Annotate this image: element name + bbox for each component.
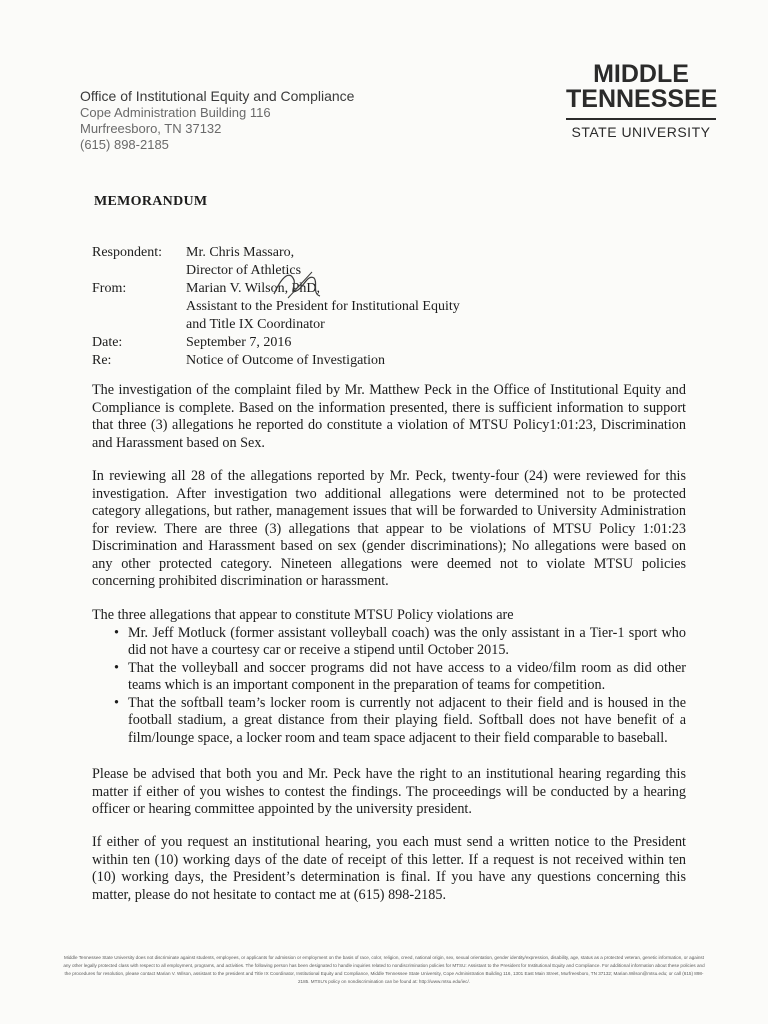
logo-rule (566, 118, 716, 120)
paragraph-investigation-complete (92, 382, 686, 452)
from-title-line2: and Title IX Coordinator (186, 317, 325, 332)
re-value: Notice of Outcome of Investigation (186, 353, 386, 368)
bullet-icon: • (114, 694, 119, 711)
paragraph-text: If either of you request an institutional hearing, you each must send a written notice to the President within ten (10) working days of the date of receipt of this letter. If a request is not received within ten (10) working days, the President’s determination is final. If you have any questions concerning this matter, please do not hesitate to contact me at (615) 898-2185. (92, 834, 686, 903)
logo-line-tennessee: TENNESSEE (566, 85, 718, 113)
phone-line: (615) 898-2185 (80, 137, 169, 152)
office-name: Office of Institutional Equity and Compliance (80, 88, 355, 104)
signature-initials (268, 266, 324, 302)
memo-title: MEMORANDUM (94, 194, 208, 209)
violations-list (92, 625, 686, 748)
paragraph-text: Please be advised that both you and Mr. Peck have the right to an institutional hearing regarding this matter if either of you wishes to contest the findings. The proceedings will be conducted by a hearing officer or hearing committee appointed by the university president. (92, 766, 686, 817)
from-label: From: (92, 281, 127, 296)
bullet-text: That the softball team’s locker room is currently not adjacent to their field and is housed in the football stadium, a great distance from their playing field. Softball does not have benefit of a film/lounge space, a locker room and team space adjacent to their field comparable to baseball. (128, 694, 686, 746)
violations-section (92, 607, 686, 747)
paragraph-text: In reviewing all 28 of the allegations reported by Mr. Peck, twenty-four (24) were reviewed for this investigation. After investigation two additional allegations were determined not to be protected category allegations, but rather, management issues that will be forwarded to University Administration for review. There are three (3) allegations that appear to be violations of MTSU Policy 1:01:23 Discrimination and Harassment based on sex (gender discriminations); No allegations were based on any other protected category. Nineteen allegations were deemed not to violate MTSU policies concerning prohibited discrimination or harassment. (92, 468, 686, 589)
date-value: September 7, 2016 (186, 335, 292, 350)
bullet-text: That the volleyball and soccer programs did not have access to a video/film room as did other teams which is an important component in the preparation of teams for competition. (128, 659, 686, 693)
respondent-name: Mr. Chris Massaro, (186, 245, 295, 260)
university-logo (566, 62, 716, 140)
paragraph-allegations-review (92, 468, 686, 591)
address-line: Cope Administration Building 116 (80, 105, 271, 120)
from-name: Marian V. Wilson, PhD, (186, 281, 321, 296)
list-item (92, 625, 686, 660)
respondent-label: Respondent: (92, 245, 162, 260)
list-item (92, 660, 686, 695)
bullet-text: Mr. Jeff Motluck (former assistant volleyball coach) was the only assistant in a Tier-1 sport who did not have a courtesy car or receive a stipend until October 2015. (128, 624, 686, 658)
bullet-icon: • (114, 624, 119, 641)
logo-line-state-university: STATE UNIVERSITY (571, 124, 711, 140)
paragraph-hearing-rights (92, 766, 686, 819)
bullet-icon: • (114, 659, 119, 676)
respondent-title: Director of Athletics (186, 263, 302, 278)
nondiscrimination-footer: Middle Tennessee State University does not discriminate against students, employees, or applicants for admission or employment on the basis of race, color, religion, creed, national origin, sex, sexual orientation, gender identity/expression, disability, age, status as a protected veteran, genetic information, or against any other legally protected class with respect to all employment, programs, and activities. The following person has been designated to handle inquiries related to nondiscrimination policies for MTSU: Assistant to the President for Institutional Equity and Compliance. For additional information about these policies and the procedures for resolution, please contact Marian V. Wilson, assistant to the president and Title IX Coordinator, Institutional Equity and Compliance, Middle Tennessee State University, Cope Administration Building 116, 1301 East Main Street, Murfreesboro, TN 37132; Marian.Wilson@mtsu.edu; or call (615) 898-2185. MTSU’s policy on nondiscrimination can be found at: http://www.mtsu.edu/iec/. (63, 955, 705, 984)
re-label: Re: (92, 353, 112, 368)
address-line: Murfreesboro, TN 37132 (80, 121, 222, 136)
date-label: Date: (92, 335, 123, 350)
memo-header (92, 244, 606, 370)
paragraph-text: The investigation of the complaint filed by Mr. Matthew Peck in the Office of Institutional Equity and Compliance is complete. Based on the information presented, there is sufficient information to support that three (3) allegations he reported do constitute a violation of MTSU Policy1:01:23, Discrimination and Harassment based on Sex. (92, 382, 686, 451)
list-item (92, 695, 686, 748)
logo-line-middle: MIDDLE (593, 60, 689, 88)
letterhead (80, 88, 354, 153)
from-title-line1: Assistant to the President for Institutional Equity (186, 299, 460, 314)
violations-intro: The three allegations that appear to constitute MTSU Policy violations are (92, 607, 514, 623)
paragraph-hearing-request (92, 834, 686, 904)
